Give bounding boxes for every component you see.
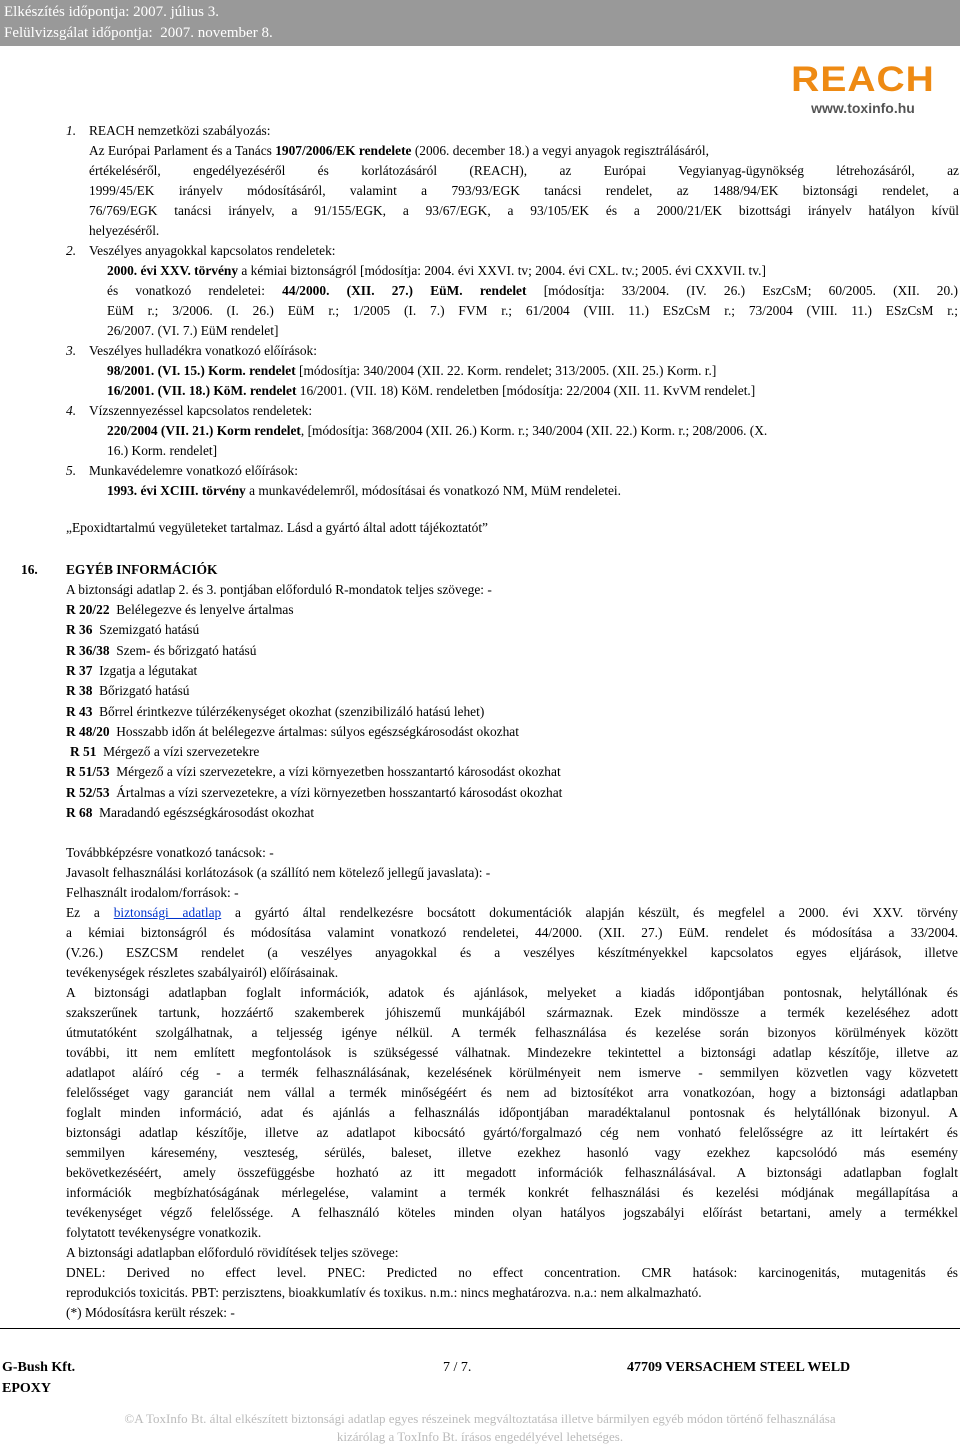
footer-product-name-line-2: EPOXY [2,1381,51,1396]
waste-regulation-1: 98/2001. (VI. 15.) Korm. rendelet [módosítja: 340/2004 (XII. 22. Korm. rendelet; 313/2005. (XII. 25.) Korm. r.] [107,363,717,378]
disclaimer-line: információk megbízhatóságának mérlegelése, valamint a termék konkrét felhasználási és kezelési módjának megállapítása a [66,1185,958,1200]
r-phrase-row [66,681,190,701]
disclaimer-line: A biztonsági adatlapban foglalt információk, adatok és ajánlások, melyeket a kiadás időpontjában pontosnak, helytállónak és [66,985,958,1000]
abbreviations-title: A biztonsági adatlapban előforduló rövidítések teljes szövege: [66,1245,399,1260]
r-phrase-code: R 20/22 [66,602,110,617]
logo-url: www.toxinfo.hu [811,100,915,116]
r-phrase-text: Maradandó egészségkárosodást okozhat [99,805,315,820]
disclaimer-line: foglalt minden információ, adat és ajánlás a felhasználás időpontjában maradéktalanul pontosnak és helytállónak bizonyul. A [66,1105,958,1120]
modified-sections: (*) Módosításra került részek: - [66,1305,235,1320]
water-regulation-line-2: 16.) Korm. rendelet] [107,443,218,458]
r-phrase-code: R 48/20 [66,723,110,739]
section-2-number: 2. [66,243,77,258]
r-phrase-text: Mérgező a vízi szervezetekre [103,744,260,760]
section-1-number: 1. [66,123,77,138]
r-phrase-text: Bőrrel érintkezve túlérzékenységet okozhat (szenzibilizáló hatású lehet) [99,703,485,719]
reach-regulation-line-4: 76/769/EGK tanácsi irányelv, a 91/155/EGK, a 93/67/EGK, a 93/105/EK és a 2000/21/EK bizottsági irányelv hatályon kívül [89,203,959,218]
section-16-title: EGYÉB INFORMÁCIÓK [66,562,218,577]
footer-page-number: 7 / 7. [443,1360,472,1375]
r-phrase-code: R 37 [66,662,93,678]
section-4-title: Vízszennyezéssel kapcsolatos rendeletek: [89,403,313,418]
r-phrase-row [66,641,256,661]
r-phrase-text: Hosszabb időn át belélegezve ártalmas: súlyos egészségkárosodást okozhat [116,723,519,739]
chemical-safety-act: 2000. évi XXV. törvény a kémiai biztonságról [módosítja: 2004. évi XXVI. tv; 2004. évi CXL. tv.; 2005. évi CXXVII. tv.] [107,263,766,278]
compliance-paragraph-line-3: (V.26.) ESZCSM rendelet (a veszélyes anyagokkal és a veszélyes készítményekkel kapcsolatos egyes eljárások, illetve [66,945,958,960]
epoxy-note: „Epoxidtartalmú vegyületeket tartalmaz. Lásd a gyártó által adott tájékoztatót” [66,520,489,535]
r-phrase-row [66,661,197,681]
r-phrases-intro: A biztonsági adatlap 2. és 3. pontjában előforduló R-mondatok teljes szövege: - [66,582,492,597]
r-phrase-row [66,803,314,823]
footer-product-name: 47709 VERSACHEM STEEL WELD [627,1360,851,1375]
literature-sources: Felhasznált irodalom/források: - [66,885,239,900]
disclaimer-line: további, itt nem említett megfontolások is szükségessé válhatnak. Mindezekre tekintettel a biztonsági adatlap készítője, illetve az [66,1045,958,1060]
reach-regulation-line-2: értékeléséről, engedélyezéséről és korlátozásáról (REACH), az Európai Vegyianyag-ügynökség létrehozásáról, az [89,163,959,178]
disclaimer-line: tevékenységet végző felelőssége. A felhasználó köteles minden olyan hatályos jogszabályi előírást betartani, amely a termékkel [66,1205,958,1220]
section-5-number: 5. [66,463,77,478]
disclaimer-line: folytatott tevékenységre vonatkozik. [66,1225,262,1240]
disclaimer-line: bekövetkezéséért, amely összefüggésbe hozható az itt megadott információk felhasználásával. A biztonsági adatlapban foglalt [66,1165,958,1180]
disclaimer-line: szakszerűnek tartunk, hozzáértő szakemberek jóhiszemű munkájából származnak. Ezek mindössze a termék kezeléséhez adott [66,1005,958,1020]
reach-regulation-line-5: helyezéséről. [89,223,160,238]
r-phrase-row [66,722,519,742]
training-advice: Továbbképzésre vonatkozó tanácsok: - [66,845,274,860]
r-phrase-row [66,783,562,803]
r-phrase-code: R 36/38 [66,642,110,658]
water-regulation-line-1: 220/2004 (VII. 21.) Korm rendelet, [módosítja: 368/2004 (XII. 26.) Korm. r.; 340/2004 (XII. 22.) Korm. r.; 208/2006. (X. [107,423,768,438]
safety-data-sheet-link[interactable]: biztonsági adatlap [113,905,222,920]
compliance-paragraph-line-1: Ez a biztonsági adatlap a gyártó által rendelkezésre bocsátott dokumentációk alapján készült, és megfelel a 2000. évi XXV. törvény [66,905,958,920]
section-5-title: Munkavédelemre vonatkozó előírások: [89,463,298,478]
r-phrase-text: Mérgező a vízi szervezetekre, a vízi környezetben hosszantartó károsodást okozhat [116,764,561,780]
document-header-bar [0,0,960,46]
chemical-safety-decrees-line-3: 26/2007. (VI. 7.) EüM rendelet] [107,323,279,338]
section-4-number: 4. [66,403,77,418]
creation-date: Elkészítés időpontja: 2007. július 3. [4,4,219,20]
r-phrase-code: R 51 [70,744,97,760]
disclaimer-line: adatlapot aláíró cég - a termék felhasználásának, kezelésének körülményeit nem ismerve - semmilyen közvetlen vagy közvetett [66,1065,958,1080]
section-3-number: 3. [66,343,77,358]
reach-regulation-line-1: Az Európai Parlament és a Tanács 1907/2006/EK rendelete (2006. december 18.) a vegyi anyagok regisztrálásáról, [89,143,709,158]
r-phrase-code: R 43 [66,703,93,719]
footer-divider [0,1328,960,1329]
r-phrase-row [66,620,199,640]
section-2-title: Veszélyes anyagokkal kapcsolatos rendeletek: [89,243,336,258]
logo-wordmark: REACH [791,60,935,99]
abbreviations-line-2: reprodukciós toxicitás. PBT: perzisztens, bioakkumlatív és toxikus. n.m.: nincs meghatározva. n.a.: nem alkalmazható. [66,1285,702,1300]
r-phrase-code: R 36 [66,622,93,638]
disclaimer-line: semmilyen káresemény, veszteség, sérülés, baleset, illetve ezekhez hasonló vagy ezekhez kapcsolódó más esemény [66,1145,958,1160]
r-phrase-text: Szemizgató hatású [99,622,200,638]
r-phrase-text: Izgatja a légutakat [99,662,198,678]
section-3-title: Veszélyes hulladékra vonatkozó előírások: [89,343,317,358]
compliance-paragraph-line-2: a kémiai biztonságról és módosítása valamint vonatkozó rendeletei, 44/2000. (XII. 27.) EüM. rendelet és módosítása a 33/2004. [66,925,958,940]
waste-regulation-2: 16/2001. (VII. 18.) KöM. rendelet 16/2001. (VII. 18) KöM. rendeletben [módosítja: 22/2004 (XII. 11. KvVM rendelet.] [107,383,756,398]
r-phrase-text: Bőrizgató hatású [99,683,190,699]
r-phrase-code: R 51/53 [66,764,110,780]
r-phrase-code: R 38 [66,683,93,699]
disclaimer-line: biztonsági adatlap készítője, illetve az adatlapot kibocsátó gyártó/forgalmazó cég nem vonható felelősségre az itt leírtakért és [66,1125,958,1140]
r-phrase-row [66,702,484,722]
r-phrase-text: Ártalmas a vízi szervezetekre, a vízi környezetben hosszantartó károsodást okozhat [116,784,563,800]
review-date: Felülvizsgálat időpontja: 2007. november 8. [4,25,273,41]
r-phrase-text: Belélegezve és lenyelve ártalmas [116,602,294,617]
reach-logo [788,60,938,126]
r-phrase-row [70,742,259,762]
disclaimer-line: útmutatóként szolgálhatnak, a teljesség igénye nélkül. A termék felhasználása és kezelése során bizonyos körülmények között [66,1025,958,1040]
chemical-safety-decrees-line-1: és vonatkozó rendeletei: 44/2000. (XII. 27.) EüM. rendelet [módosítja: 33/2004. (IV. 26.) EszCsM; 60/2005. (XII. 20.) [107,283,958,298]
occupational-safety-act: 1993. évi XCIII. törvény a munkavédelemről, módosításai és vonatkozó NM, MüM rendeletei. [107,483,621,498]
abbreviations-line-1: DNEL: Derived no effect level. PNEC: Predicted no effect concentration. CMR hatások: karcinogenitás, mutagenitás és [66,1265,958,1280]
r-phrase-code: R 52/53 [66,784,110,800]
r-phrase-row [66,600,294,620]
copyright-line-1: ©A ToxInfo Bt. által elkészített biztonsági adatlap egyes részeinek megváltoztatása illetve bármilyen egyéb módon történő felhasználása [124,1411,836,1426]
reach-regulation-line-3: 1999/45/EK irányelv módosításáról, valamint a 793/93/EGK tanácsi rendelet, az 1488/94/EK biztonsági rendelet, a [89,183,959,198]
r-phrase-row [66,762,561,782]
disclaimer-line: felelősséget vagy garanciát nem vállal a termék minőségéért és nem ad biztosítékot arra vonatkozóan, hogy a biztonsági adatlapban [66,1085,958,1100]
use-restrictions: Javasolt felhasználási korlátozások (a szállító nem kötelező jellegű javaslata): - [66,865,491,880]
r-phrase-text: Szem- és bőrizgató hatású [116,642,257,658]
section-1-title: REACH nemzetközi szabályozás: [89,123,271,138]
compliance-paragraph-line-4: tevékenységek részletes szabályairól) előírásainak. [66,965,339,980]
copyright-line-2: kizárólag a ToxInfo Bt. írásos engedélyével lehetséges. [336,1429,624,1444]
r-phrase-code: R 68 [66,805,93,820]
chemical-safety-decrees-line-2: EüM r.; 3/2006. (I. 26.) EüM r.; 1/2005 (I. 7.) FVM r.; 61/2004 (VIII. 11.) ESzCsM r.; 73/2004 (VIII. 11.) ESzCsM r.; [107,303,958,318]
section-16-number: 16. [21,562,38,577]
footer-company: G-Bush Kft. [2,1360,76,1375]
